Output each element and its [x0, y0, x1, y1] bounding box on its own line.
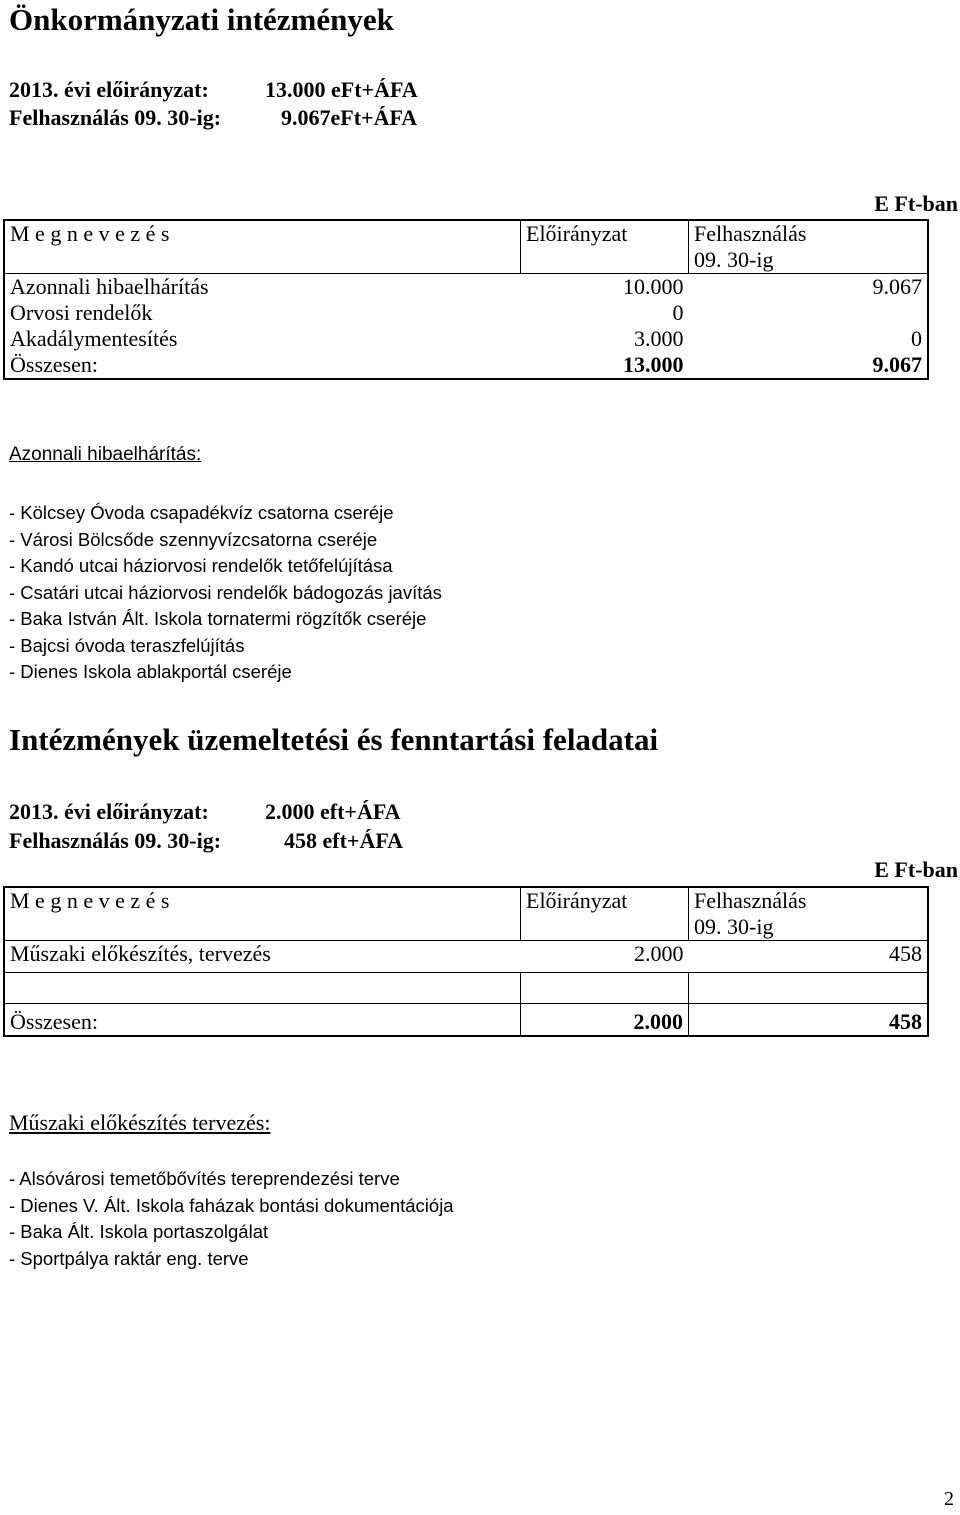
- section2-usage-value: 458 eft+ÁFA: [284, 828, 404, 853]
- list-item: - Bajcsi óvoda teraszfelújítás: [9, 634, 245, 656]
- list-item: - Dienes Iskola ablakportál cseréje: [9, 661, 292, 682]
- section2-budget-label: 2013. évi előirányzat:: [9, 799, 209, 824]
- section1-unit-label: E Ft-ban: [874, 191, 958, 216]
- section1-usage-label: Felhasználás 09. 30-ig:: [9, 105, 222, 130]
- table-header-row: [4, 220, 928, 274]
- section1-table: [3, 219, 929, 380]
- row-planned: 3.000: [634, 326, 684, 351]
- section1-item-list: [9, 500, 442, 686]
- table-row: [4, 300, 928, 326]
- table-header-planned: Előirányzat: [521, 220, 689, 274]
- section1-budget-value: 13.000 eFt+ÁFA: [265, 77, 418, 102]
- section1-budget-label: 2013. évi előirányzat:: [9, 77, 209, 102]
- table-header-planned: Előirányzat: [521, 887, 689, 941]
- list-item: - Baka István Ált. Iskola tornatermi rögzítők cseréje: [9, 608, 427, 629]
- list-item: - Sportpálya raktár eng. terve: [9, 1247, 249, 1269]
- section2-unit-label: E Ft-ban: [874, 857, 958, 882]
- total-used: 9.067: [689, 352, 929, 379]
- total-label: Összesen:: [4, 352, 521, 379]
- section2-title: Intézmények üzemeltetési és fenntartási feladatai: [9, 722, 659, 757]
- list-item: - Alsóvárosi temetőbővítés tereprendezési terve: [9, 1168, 400, 1189]
- table-row: [4, 973, 928, 1004]
- list-item: - Kandó utcai háziorvosi rendelők tetőfelújítása: [9, 555, 393, 576]
- section1-subheading: Azonnali hibaelhárítás:: [9, 444, 202, 465]
- table-row: [4, 941, 928, 973]
- row-used: [689, 300, 929, 326]
- total-planned: 2.000: [521, 1004, 689, 1037]
- section2-subheading: Műszaki előkészítés tervezés:: [9, 1110, 271, 1135]
- list-item: - Dienes V. Ált. Iskola faházak bontási dokumentációja: [9, 1194, 454, 1216]
- row-planned: 2.000: [521, 941, 689, 973]
- table-header-used-line1: Felhasználás: [694, 888, 807, 913]
- row-name: Orvosi rendelők: [4, 300, 521, 326]
- section1-title: Önkormányzati intézmények: [9, 2, 394, 37]
- total-used: 458: [689, 1004, 929, 1037]
- table-header-row: [4, 887, 928, 941]
- table-total-row: [4, 352, 928, 379]
- total-label: Összesen:: [4, 1004, 521, 1037]
- section2-table: [3, 886, 929, 1037]
- section2-budget-value: 2.000 eft+ÁFA: [265, 799, 401, 824]
- table-header-used-line1: Felhasználás: [694, 221, 807, 246]
- list-item: - Baka Ált. Iskola portaszolgálat: [9, 1221, 269, 1242]
- section2-item-list: [9, 1166, 454, 1272]
- table-header-name: M e g n e v e z é s: [4, 220, 521, 274]
- row-planned: [521, 973, 689, 1004]
- table-header-used: [689, 220, 929, 274]
- row-name: [4, 973, 521, 1004]
- table-header-name: M e g n e v e z é s: [4, 887, 521, 941]
- row-name: Akadálymentesítés: [4, 326, 521, 352]
- row-used: 458: [689, 941, 929, 973]
- section1-usage-value: 9.067eFt+ÁFA: [281, 105, 418, 130]
- table-header-used: [689, 887, 929, 941]
- row-used: 0: [689, 326, 929, 352]
- list-item: - Városi Bölcsőde szennyvízcsatorna cseréje: [9, 528, 378, 550]
- row-name: Azonnali hibaelhárítás: [4, 274, 521, 301]
- row-planned: 0: [672, 300, 684, 325]
- row-planned: 10.000: [521, 274, 689, 301]
- row-used: 9.067: [689, 274, 929, 301]
- row-used: [689, 973, 929, 1004]
- total-planned: 13.000: [521, 352, 689, 379]
- row-name: Műszaki előkészítés, tervezés: [4, 941, 521, 973]
- page-number: 2: [944, 1488, 954, 1510]
- list-item: - Csatári utcai háziorvosi rendelők bádogozás javítás: [9, 581, 442, 603]
- list-item: - Kölcsey Óvoda csapadékvíz csatorna cseréje: [9, 502, 394, 523]
- table-header-used-line2: 09. 30-ig: [694, 914, 774, 939]
- table-header-used-line2: 09. 30-ig: [694, 247, 774, 272]
- section2-usage-label: Felhasználás 09. 30-ig:: [9, 828, 222, 853]
- table-row: [4, 326, 928, 352]
- table-row: [4, 274, 928, 301]
- table-total-row: [4, 1004, 928, 1037]
